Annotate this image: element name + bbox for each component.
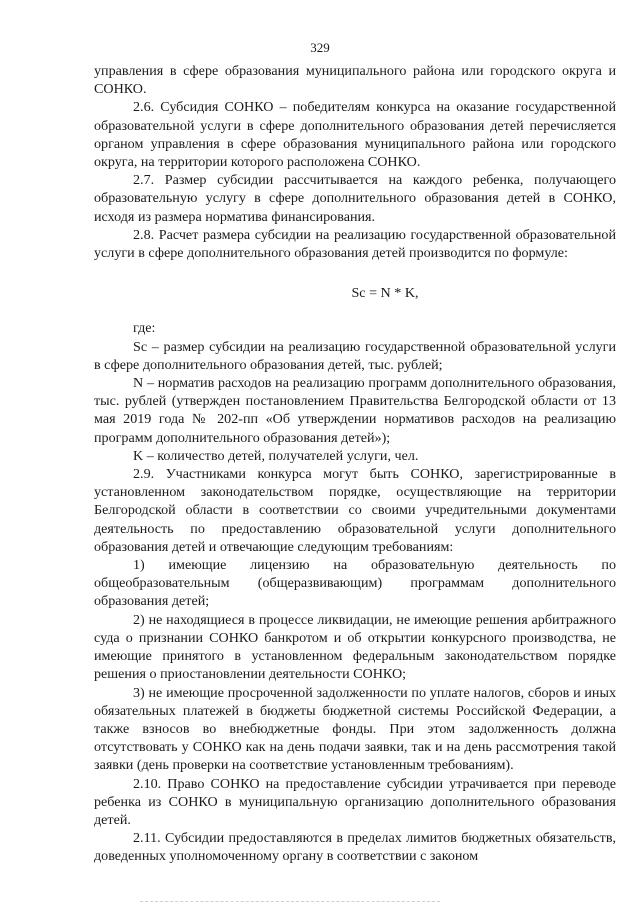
paragraph-2-7: 2.7. Размер субсидии рассчитывается на каждого ребенка, получающего образовательную услугу в сфере дополнительного образования детей в СОНКО, исходя из размера норматива финансирования. xyxy=(94,172,616,225)
paragraph-2-8: 2.8. Расчет размера субсидии на реализацию государственной образовательной услуги в сфере дополнительного образования детей производится по формуле: xyxy=(94,226,616,262)
requirement-2: 2) не находящиеся в процессе ликвидации, не имеющие решения арбитражного суда о признании СОНКО банкротом и об открытии конкурсного производства, не имеющие принятого в установленном федеральным законодательством порядке решения о приостановлении деятельности СОНКО; xyxy=(94,611,616,683)
paragraph-continuation: управления в сфере образования муниципального района или городского округа и СОНКО. xyxy=(94,63,616,98)
paragraph-2-11: 2.11. Субсидии предоставляются в пределах лимитов бюджетных обязательств, доведенных уполномоченному органу в соответствии с законом xyxy=(94,830,616,865)
formula: Sc = N * K, xyxy=(351,285,419,302)
definition-n: N – норматив расходов на реализацию программ дополнительного образования, тыс. рублей (утвержден постановлением Правительства Белгородской области от 13 мая 2019 года № 202-пп «Об утверждении нормативов расходов на реализацию программ дополнительного образования детей»); xyxy=(94,375,616,446)
requirement-1: 1) имеющие лицензию на образовательную деятельность по общеобразовательным (общеразвивающим) программам дополнительного образования детей; xyxy=(94,557,616,610)
paragraph-2-10: 2.10. Право СОНКО на предоставление субсидии утрачивается при переводе ребенка из СОНКО в муниципальную организацию дополнительного образования детей. xyxy=(94,775,616,828)
where-label: где: xyxy=(133,320,156,337)
document-body xyxy=(94,62,616,866)
definition-sc: Sc – размер субсидии на реализацию государственной образовательной услуги в сфере дополнительного образования детей, тыс. рублей; xyxy=(94,338,616,373)
definition-k: K – количество детей, получателей услуги, чел. xyxy=(133,447,419,464)
scan-edge-line xyxy=(140,901,440,902)
requirement-3: 3) не имеющие просроченной задолженности по уплате налогов, сборов и иных обязательных платежей в бюджеты бюджетной системы Российской Федерации, а также взносов во внебюджетные фонды. При этом задолженность должна отсутствовать у СОНКО как на день подачи заявки, так и на день рассмотрения такой заявки (день проверки на соответствие установленным требованиям). xyxy=(94,684,616,774)
paragraph-2-9: 2.9. Участниками конкурса могут быть СОНКО, зарегистрированные в установленном законодательством порядке, осуществляющие на территории Белгородской области в соответствии со своими учредительными документами деятельность по предоставлению образовательной услуги дополнительного образования детей и отвечающие следующим требованиям: xyxy=(94,466,616,555)
paragraph-2-6: 2.6. Субсидия СОНКО – победителям конкурса на оказание государственной образовательной услуги в сфере дополнительного образования детей перечисляется органом управления в сфере образования муниципального района или городского округа, на территории которого расположена СОНКО. xyxy=(94,99,616,171)
page-number: 329 xyxy=(310,40,330,55)
